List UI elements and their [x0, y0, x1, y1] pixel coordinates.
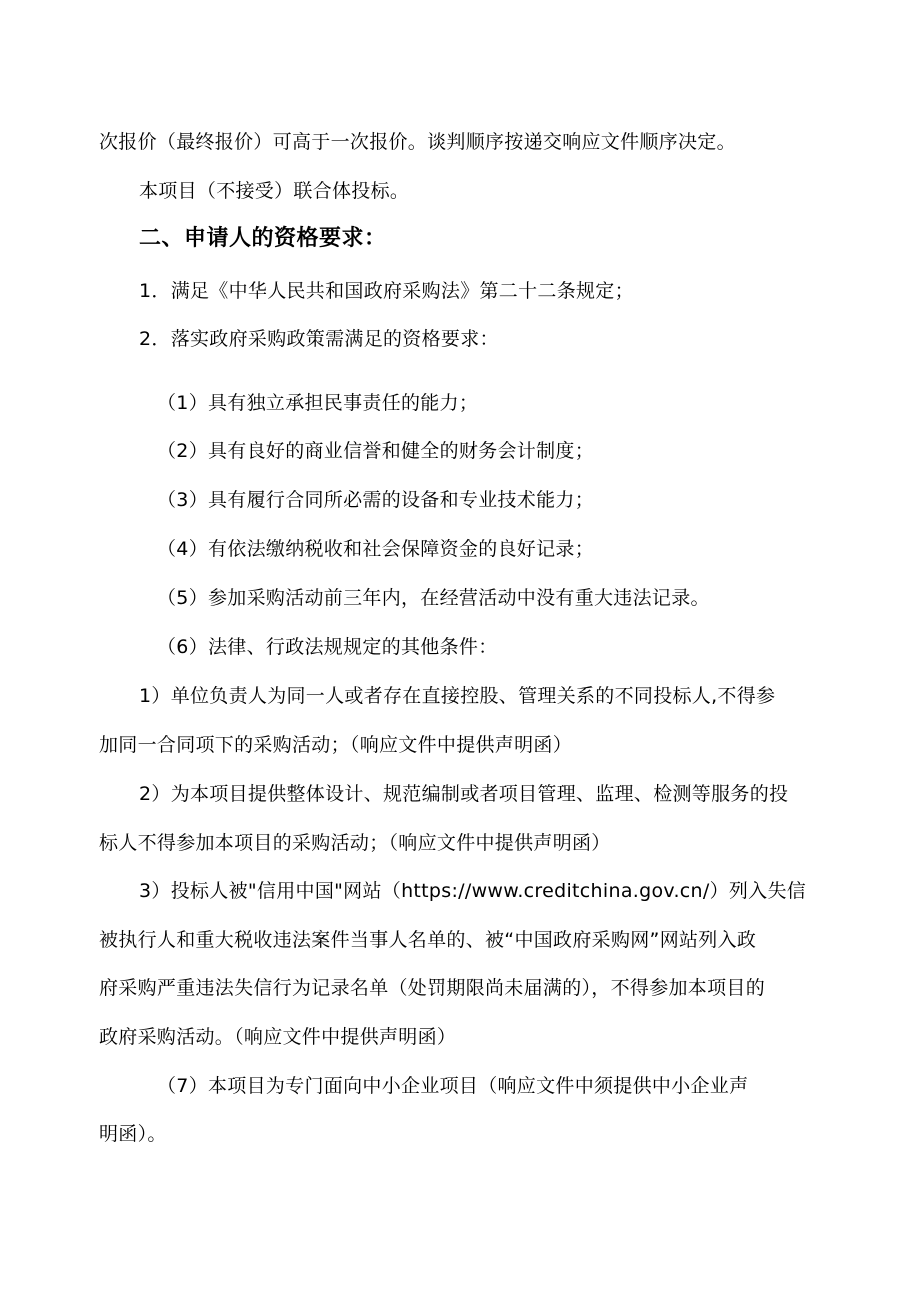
paragraph-line: 政府采购活动。（响应文件中提供声明函） [99, 1026, 457, 1048]
paragraph-line: 加同一合同项下的采购活动；（响应文件中提供声明函） [99, 734, 573, 756]
list-item: （3）具有履行合同所必需的设备和专业技术能力； [157, 489, 594, 511]
paragraph-line: 被执行人和重大税收违法案件当事人名单的、被“中国政府采购网”网站列入政 [99, 929, 757, 951]
text-line: 本项目（不接受）联合体投标。 [139, 180, 410, 202]
list-item: 1．满足《中华人民共和国政府采购法》第二十二条规定； [139, 280, 634, 302]
paragraph-line: 府采购严重违法失信行为记录名单（处罚期限尚未届满的），不得参加本项目的 [99, 977, 766, 999]
list-item: （6）法律、行政法规规定的其他条件： [157, 636, 498, 658]
paragraph-line: 2）为本项目提供整体设计、规范编制或者项目管理、监理、检测等服务的投 [139, 783, 789, 805]
section-heading: 二、申请人的资格要求： [139, 226, 387, 251]
list-item: （4）有依法缴纳税收和社会保障资金的良好记录； [157, 538, 594, 560]
paragraph-line: 明函）。 [99, 1123, 167, 1145]
list-item: （1）具有独立承担民事责任的能力； [157, 392, 479, 414]
list-item: （7）本项目为专门面向中小企业项目（响应文件中须提供中小企业声 [157, 1075, 749, 1097]
list-item: （5）参加采购活动前三年内，在经营活动中没有重大违法记录。 [157, 587, 710, 609]
paragraph-line: 标人不得参加本项目的采购活动；（响应文件中提供声明函） [99, 832, 611, 854]
paragraph-line: 3）投标人被"信用中国"网站（https://www.creditchina.gov.cn/）列入失信 [139, 880, 807, 902]
list-item: （2）具有良好的商业信誉和健全的财务会计制度； [157, 440, 594, 462]
paragraph-line: 1）单位负责人为同一人或者存在直接控股、管理关系的不同投标人,不得参 [139, 685, 776, 707]
text-line: 次报价（最终报价）可高于一次报价。谈判顺序按递交响应文件顺序决定。 [99, 131, 736, 153]
list-item: 2．落实政府采购政策需满足的资格要求： [139, 328, 499, 350]
